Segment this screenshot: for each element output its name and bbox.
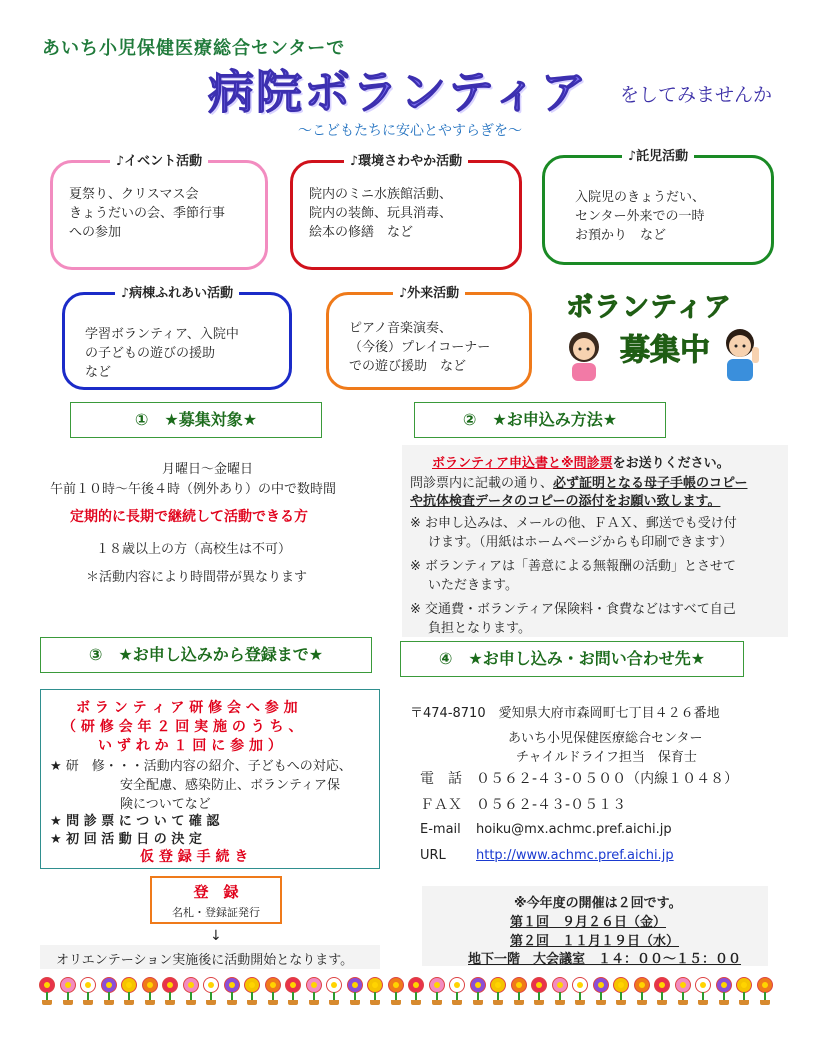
flower-icon xyxy=(532,978,546,992)
flower-icon xyxy=(102,978,116,992)
contact-address: 〒474-8710 愛知県大府市森岡町七丁目４２６番地 xyxy=(410,706,720,721)
flower-pot xyxy=(165,1000,175,1005)
boy-illustration-icon xyxy=(718,325,766,385)
apply-line2a: 問診票内に記載の通り、 xyxy=(410,476,554,491)
activity-ward-body: 学習ボランティア、入院中 の子どもの遊びの援助 など xyxy=(85,327,239,380)
flower-stem xyxy=(600,992,602,1000)
apply-lead-red: ボランティア申込書と※問診票 xyxy=(432,456,613,471)
contact-tel-label: 電 話 xyxy=(420,771,462,787)
flower-icon xyxy=(327,978,341,992)
target-note: ＊活動内容により時間帯が異なります xyxy=(86,570,308,585)
registration-box xyxy=(150,876,282,924)
flower-pot xyxy=(698,1000,708,1005)
target-days: 月曜日〜金曜日 xyxy=(162,462,254,477)
flower-stem xyxy=(231,992,233,1000)
flower-pot xyxy=(657,1000,667,1005)
section-1-title: ① ★募集対象★ xyxy=(134,410,258,429)
flower-icon xyxy=(143,978,157,992)
flower-icon xyxy=(717,978,731,992)
flower-icon xyxy=(450,978,464,992)
flower-icon xyxy=(266,978,280,992)
flower-pot xyxy=(186,1000,196,1005)
flower-stem xyxy=(415,992,417,1000)
contact-email-label: E-mail xyxy=(420,822,461,837)
apply-note2b: いただきます。 xyxy=(428,578,518,593)
section-3-title: ③ ★お申し込みから登録まで★ xyxy=(88,645,324,664)
contact-tel: ０５６２-４３-０５００（内線１０４８） xyxy=(476,771,739,787)
flower-stem xyxy=(87,992,89,1000)
flower-icon xyxy=(758,978,772,992)
activity-environment xyxy=(290,154,522,270)
flower-stem xyxy=(313,992,315,1000)
recruit-badge-line1: ボランティア xyxy=(566,292,732,323)
section-2-header xyxy=(414,402,666,438)
flower-stem xyxy=(661,992,663,1000)
apply-lead xyxy=(432,452,730,471)
reg-box-title-3: い ず れ か １ 回 に 参 加 ） xyxy=(98,738,282,754)
flower-stem xyxy=(764,992,766,1000)
apply-line2b: 必ず証明となる母子手帳のコピー xyxy=(553,476,748,491)
flower-pot xyxy=(596,1000,606,1005)
flower-stem xyxy=(477,992,479,1000)
girl-illustration-icon xyxy=(562,327,606,381)
flower-pot xyxy=(637,1000,647,1005)
flower-icon xyxy=(430,978,444,992)
flower-stem xyxy=(272,992,274,1000)
page-title: 病院ボランティア xyxy=(208,65,589,119)
flower-stem xyxy=(210,992,212,1000)
flower-pot xyxy=(227,1000,237,1005)
flower-stem xyxy=(374,992,376,1000)
activity-outpatient xyxy=(326,286,532,390)
flower-stem xyxy=(251,992,253,1000)
flower-stem xyxy=(743,992,745,1000)
flower-stem xyxy=(128,992,130,1000)
activity-event xyxy=(50,154,268,270)
registration-subtitle: 名札・登録証発行 xyxy=(172,906,260,919)
apply-note2a: ※ ボランティアは「善意による無報酬の活動」とさせて xyxy=(410,559,736,574)
activity-event-title: ♪イベント活動 xyxy=(110,154,208,169)
contact-url-link[interactable]: http://www.achmc.pref.aichi.jp xyxy=(476,848,674,863)
orientation-text: オリエンテーション実施後に活動開始となります。 xyxy=(56,953,354,968)
contact-dept: チャイルドライフ担当 保育士 xyxy=(516,750,697,765)
schedule-second: 第２回 １１月１９日（水） xyxy=(510,934,680,949)
flower-pot xyxy=(83,1000,93,1005)
flower-stem xyxy=(702,992,704,1000)
flower-icon xyxy=(573,978,587,992)
flower-icon xyxy=(163,978,177,992)
contact-url-label: URL xyxy=(420,848,446,863)
apply-note3a: ※ 交通費・ボランティア保険料・食費などはすべて自己 xyxy=(410,602,736,617)
reg-training-1: ★ 研 修・・・活動内容の紹介、子どもへの対応、 xyxy=(50,759,352,774)
flower-stem xyxy=(149,992,151,1000)
activity-environment-title: ♪環境さわやか活動 xyxy=(344,154,468,169)
reg-training-3: 険についてなど xyxy=(120,797,211,812)
flower-pot xyxy=(473,1000,483,1005)
flower-icon xyxy=(594,978,608,992)
apply-line2 xyxy=(410,472,748,491)
recruit-badge xyxy=(560,285,770,385)
flower-pot xyxy=(575,1000,585,1005)
flower-pot xyxy=(42,1000,52,1005)
apply-note1b: けます。（用紙はホームページからも印刷できます） xyxy=(428,535,733,550)
flower-pot xyxy=(411,1000,421,1005)
flower-stem xyxy=(190,992,192,1000)
flower-icon xyxy=(655,978,669,992)
flower-stem xyxy=(108,992,110,1000)
apply-lead-rest: をお送りください。 xyxy=(612,456,730,471)
flower-pot xyxy=(719,1000,729,1005)
flower-stem xyxy=(682,992,684,1000)
flower-pot xyxy=(350,1000,360,1005)
flower-stem xyxy=(723,992,725,1000)
target-emphasis: 定期的に長期で継続して活動できる方 xyxy=(70,509,308,525)
reg-step-4: 仮 登 録 手 続 き xyxy=(140,849,249,865)
flower-stem xyxy=(559,992,561,1000)
activity-childcare xyxy=(542,149,774,265)
flower-pot xyxy=(739,1000,749,1005)
flower-stem xyxy=(333,992,335,1000)
flower-icon xyxy=(696,978,710,992)
flower-icon xyxy=(676,978,690,992)
flower-icon xyxy=(614,978,628,992)
flower-pot xyxy=(534,1000,544,1005)
activity-childcare-body: 入院児のきょうだい、 センター外来での一時 お預かり など xyxy=(575,190,706,243)
flower-pot xyxy=(145,1000,155,1005)
flower-icon xyxy=(61,978,75,992)
flower-icon xyxy=(553,978,567,992)
flower-stem xyxy=(67,992,69,1000)
section-4-title: ④ ★お申し込み・お問い合わせ先★ xyxy=(438,649,706,668)
flower-stem xyxy=(620,992,622,1000)
flower-pot xyxy=(391,1000,401,1005)
flower-stem xyxy=(538,992,540,1000)
flower-pot xyxy=(760,1000,770,1005)
flower-stem xyxy=(436,992,438,1000)
title-suffix: をしてみませんか xyxy=(620,84,773,106)
flower-pot xyxy=(432,1000,442,1005)
flower-pot xyxy=(616,1000,626,1005)
flower-icon xyxy=(491,978,505,992)
flower-pot xyxy=(309,1000,319,1005)
contact-fax-label: ＦＡＸ xyxy=(420,797,462,813)
apply-line3: や抗体検査データのコピーの添付をお願い致します。 xyxy=(410,494,721,509)
activity-environment-body: 院内のミニ水族館活動、 院内の装飾、玩具消毒、 絵本の修繕 など xyxy=(309,187,453,240)
activity-event-body: 夏祭り、クリスマス会 きょうだいの会、季節行事 への参加 xyxy=(69,187,226,240)
flower-pot xyxy=(247,1000,257,1005)
flower-pot xyxy=(104,1000,114,1005)
flower-icon xyxy=(471,978,485,992)
flower-icon xyxy=(225,978,239,992)
flower-icon xyxy=(122,978,136,992)
reg-box-title-2: （ 研 修 会 年 ２ 回 実 施 の う ち 、 xyxy=(62,719,303,735)
contact-email[interactable]: hoiku@mx.achmc.pref.aichi.jp xyxy=(476,822,672,837)
section-2-title: ② ★お申込み方法★ xyxy=(462,410,618,429)
flower-pot xyxy=(678,1000,688,1005)
schedule-place: 地下一階 大会議室 １４：００〜１５：００ xyxy=(468,952,742,967)
flower-icon xyxy=(512,978,526,992)
flower-stem xyxy=(641,992,643,1000)
flower-icon xyxy=(409,978,423,992)
flower-border xyxy=(40,978,780,1008)
flower-stem xyxy=(46,992,48,1000)
flower-pot xyxy=(370,1000,380,1005)
registration-arrow: ↓ xyxy=(210,928,222,944)
flower-stem xyxy=(456,992,458,1000)
flower-pot xyxy=(329,1000,339,1005)
apply-note1a: ※ お申し込みは、メールの他、ＦＡＸ、郵送でも受け付 xyxy=(410,516,737,531)
schedule-first: 第１回 ９月２６日（金） xyxy=(510,915,667,930)
flower-icon xyxy=(368,978,382,992)
flower-icon xyxy=(635,978,649,992)
flower-icon xyxy=(348,978,362,992)
flower-icon xyxy=(40,978,54,992)
flower-icon xyxy=(737,978,751,992)
schedule-title: ※今年度の開催は２回です。 xyxy=(514,896,682,911)
header-top-text: あいち小児保健医療総合センターで xyxy=(42,38,346,59)
flower-stem xyxy=(497,992,499,1000)
flower-icon xyxy=(307,978,321,992)
contact-fax: ０５６２-４３-０５１３ xyxy=(476,797,627,813)
flower-icon xyxy=(204,978,218,992)
reg-training-2: 安全配慮、感染防止、ボランティア保 xyxy=(120,778,340,793)
flower-icon xyxy=(389,978,403,992)
target-age: １８歳以上の方（高校生は不可） xyxy=(96,542,292,557)
registration-title: 登 録 xyxy=(193,883,239,901)
activity-ward-title: ♪病棟ふれあい活動 xyxy=(115,286,239,301)
apply-note3b: 負担となります。 xyxy=(428,621,531,636)
activity-ward xyxy=(62,286,292,390)
flower-icon xyxy=(286,978,300,992)
recruit-badge-line2: 募集中 xyxy=(620,333,710,368)
flower-pot xyxy=(514,1000,524,1005)
activity-outpatient-body: ピアノ音楽演奏、 （今後）プレイコーナー での遊び援助 など xyxy=(349,321,491,374)
flower-icon xyxy=(81,978,95,992)
reg-step-2: ★ 問 診 票 に つ い て 確 認 xyxy=(50,814,220,829)
flower-stem xyxy=(518,992,520,1000)
flower-pot xyxy=(555,1000,565,1005)
subtitle: 〜こどもたちに安心とやすらぎを〜 xyxy=(298,123,522,139)
flower-pot xyxy=(288,1000,298,1005)
flower-stem xyxy=(579,992,581,1000)
flower-pot xyxy=(206,1000,216,1005)
flower-stem xyxy=(292,992,294,1000)
flower-stem xyxy=(169,992,171,1000)
section-3-header xyxy=(40,637,372,673)
reg-box-title-1: ボ ラ ン テ ィ ア 研 修 会 へ 参 加 xyxy=(76,700,298,716)
flower-pot xyxy=(452,1000,462,1005)
flower-stem xyxy=(354,992,356,1000)
flower-pot xyxy=(493,1000,503,1005)
activity-outpatient-title: ♪外来活動 xyxy=(393,286,465,301)
flower-stem xyxy=(395,992,397,1000)
section-1-header xyxy=(70,402,322,438)
flower-pot xyxy=(268,1000,278,1005)
reg-step-3: ★ 初 回 活 動 日 の 決 定 xyxy=(50,832,202,847)
section-4-header xyxy=(400,641,744,677)
flower-pot xyxy=(63,1000,73,1005)
flower-pot xyxy=(124,1000,134,1005)
flower-icon xyxy=(245,978,259,992)
activity-childcare-title: ♪託児活動 xyxy=(622,149,694,164)
contact-org: あいち小児保健医療総合センター xyxy=(508,731,703,746)
flower-icon xyxy=(184,978,198,992)
target-hours: 午前１０時〜午後４時（例外あり）の中で数時間 xyxy=(50,482,337,497)
